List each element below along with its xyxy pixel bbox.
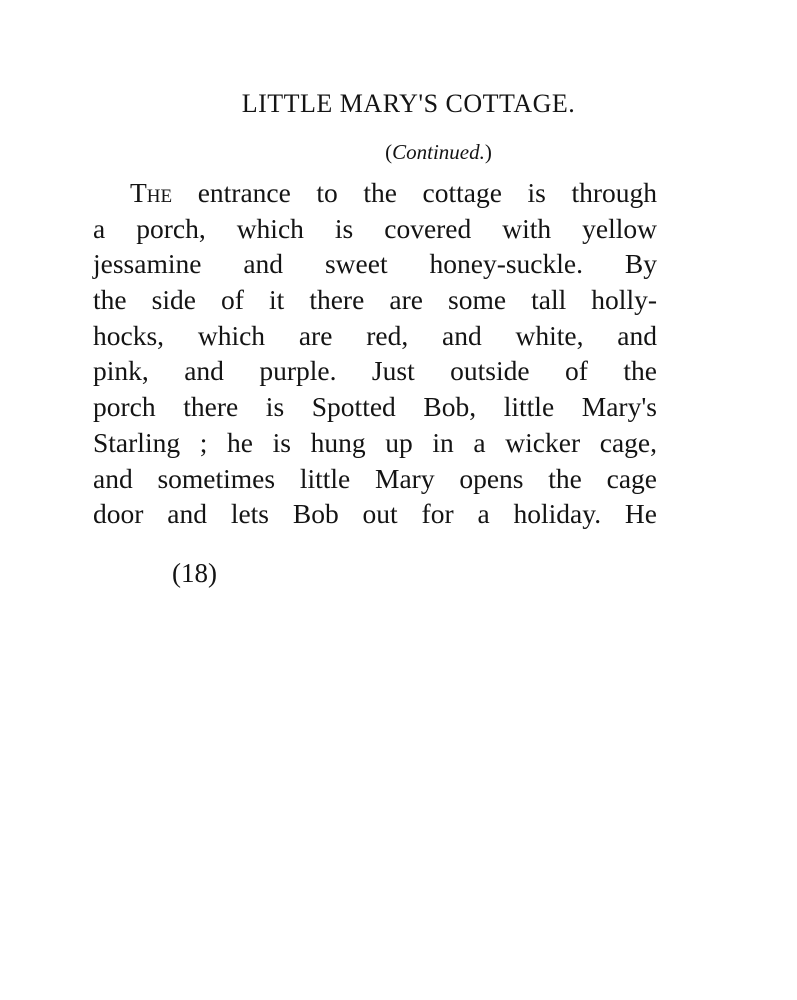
text-line: door and lets Bob out for a holiday. He: [93, 498, 657, 530]
text-line: [93, 175, 657, 211]
chapter-title: LITTLE MARY'S COTTAGE.: [241, 89, 576, 118]
text-line: a porch, which is covered with yellow: [93, 212, 657, 244]
text-line: Starling ; he is hung up in a wicker cage,: [93, 426, 657, 458]
chapter-subtitle: [0, 139, 797, 165]
text-line: pink, and purple. Just outside of the: [93, 355, 657, 387]
body-paragraph: [93, 175, 657, 532]
text-line-rest: entrance to the cottage is through: [172, 177, 657, 208]
text-line: the side of it there are some tall holly-: [93, 284, 657, 316]
text-line: hocks, which are red, and white, and: [93, 319, 657, 351]
subtitle-open-paren: (: [385, 140, 393, 164]
text-line: porch there is Spotted Bob, little Mary's: [93, 391, 657, 423]
subtitle-word: Continued.: [392, 140, 485, 164]
subtitle-close-paren: ): [484, 140, 492, 164]
page-number: (18): [172, 558, 217, 588]
text-line: jessamine and sweet honey-suckle. By: [93, 248, 657, 280]
text-line: and sometimes little Mary opens the cage: [93, 462, 657, 494]
drop-lead-word: The: [130, 177, 173, 208]
